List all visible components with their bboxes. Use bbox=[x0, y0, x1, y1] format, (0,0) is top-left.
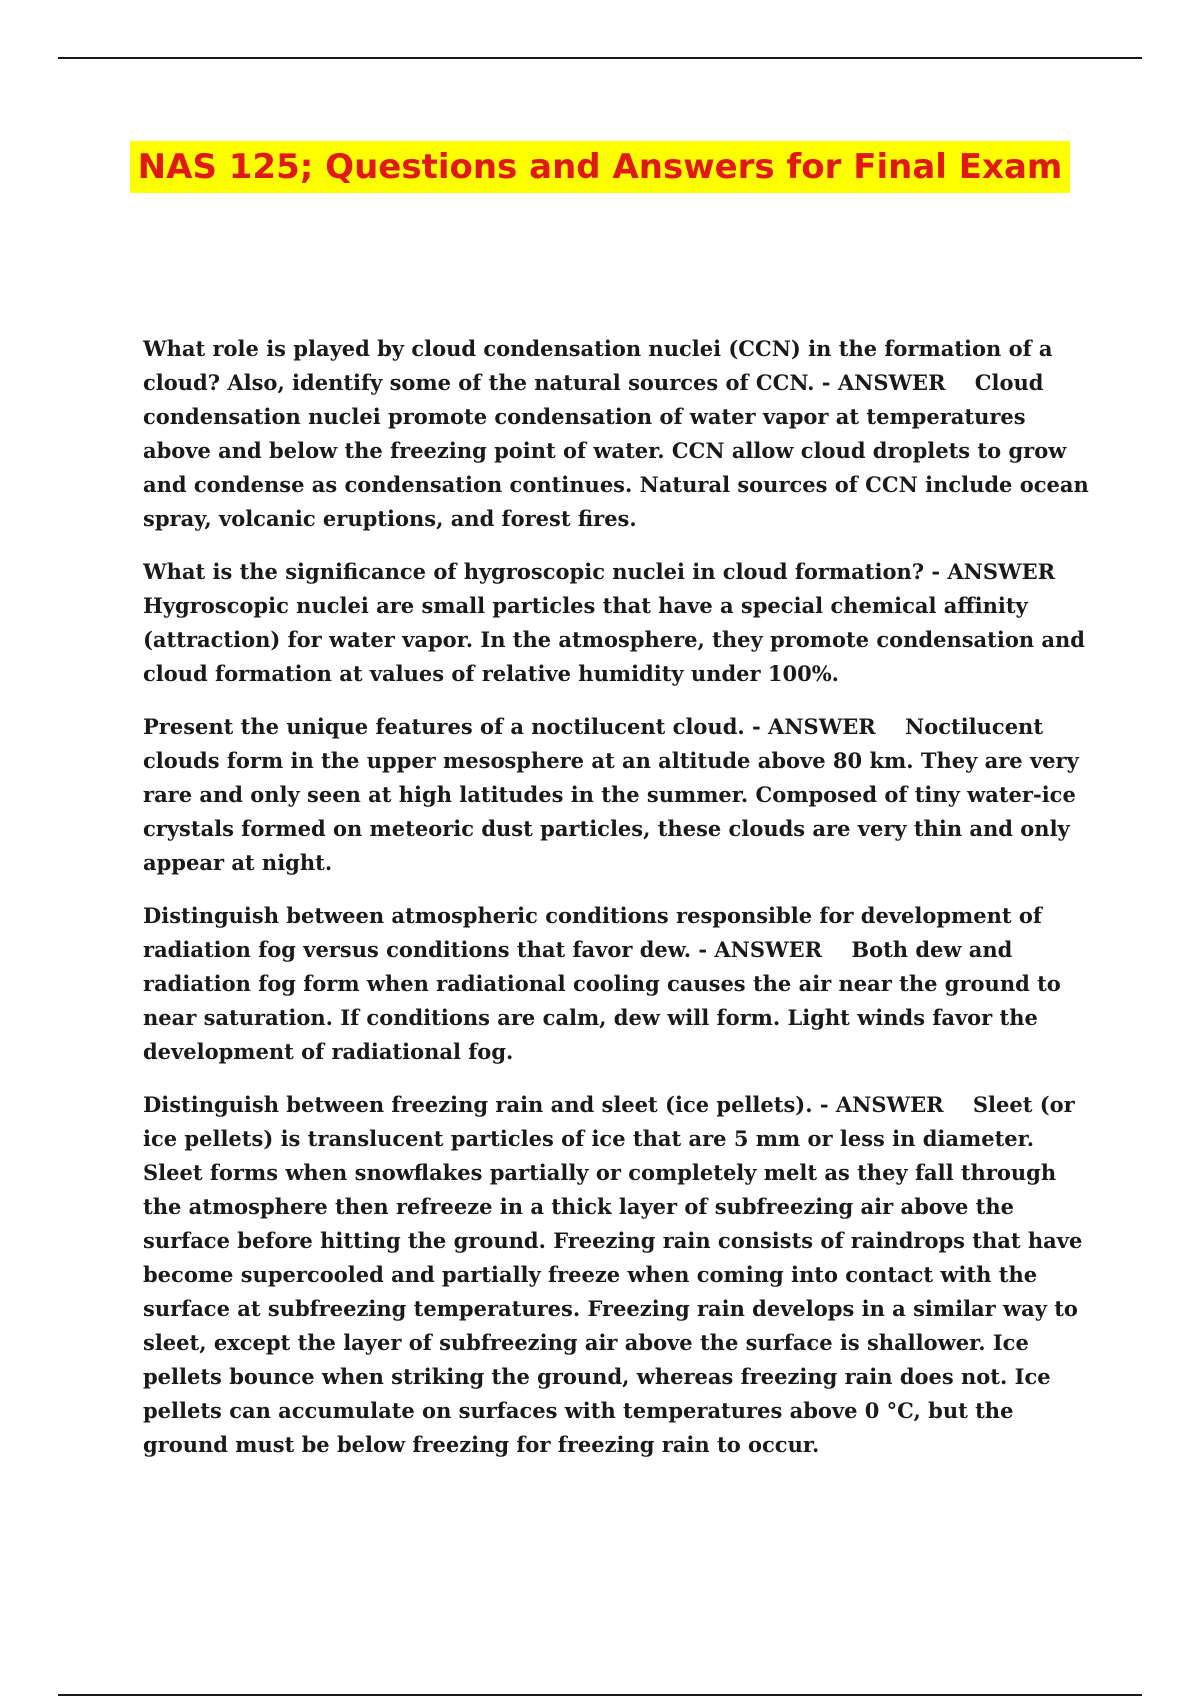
question-text: Distinguish between atmospheric conditions responsible for development of radiation fog versus conditions that favor dew. bbox=[143, 903, 1042, 962]
question-text: Distinguish between freezing rain and sleet (ice pellets). bbox=[143, 1092, 813, 1117]
answer-marker: - ANSWER bbox=[821, 370, 946, 395]
answer-marker: - ANSWER bbox=[752, 714, 876, 739]
question-text: What role is played by cloud condensation nuclei (CCN) in the formation of a cloud? Also, identify some of the natural sources of CCN. bbox=[143, 336, 1053, 395]
answer-text: Noctilucent clouds form in the upper mesosphere at an altitude above 80 km. They are very rare and only seen at high latitudes in the summer. Composed of tiny water-ice crystals formed on meteoric dust particles, these clouds are very thin and only appear at night. bbox=[143, 714, 1079, 875]
answer-marker: - ANSWER bbox=[931, 559, 1056, 584]
qa-list bbox=[143, 332, 1093, 1481]
document-title-block bbox=[100, 138, 1100, 196]
bottom-rule bbox=[58, 1694, 1142, 1696]
answer-text: Cloud condensation nuclei promote condensation of water vapor at temperatures above and below the freezing point of water. CCN allow cloud droplets to grow and condense as condensation continues. Natural sources of CCN include ocean spray, volcanic eruptions, and forest fires. bbox=[143, 370, 1089, 531]
answer-text: Hygroscopic nuclei are small particles that have a special chemical affinity (attraction) for water vapor. In the atmosphere, they promote condensation and cloud formation at values of relative humidity under 100%. bbox=[143, 593, 1085, 686]
top-rule bbox=[58, 57, 1142, 59]
qa-item bbox=[143, 710, 1093, 880]
answer-text: Both dew and radiation fog form when radiational cooling causes the air near the ground to near saturation. If conditions are calm, dew will form. Light winds favor the development of radiational fog. bbox=[143, 937, 1061, 1064]
qa-item bbox=[143, 555, 1093, 691]
document-title: NAS 125; Questions and Answers for Final Exam bbox=[130, 141, 1071, 193]
question-text: Present the unique features of a noctilucent cloud. bbox=[143, 714, 745, 739]
answer-marker: - ANSWER bbox=[819, 1092, 944, 1117]
question-text: What is the significance of hygroscopic nuclei in cloud formation? bbox=[143, 559, 925, 584]
answer-text: Sleet (or ice pellets) is translucent particles of ice that are 5 mm or less in diameter. Sleet forms when snowflakes partially or completely melt as they fall through the atmosphere then refreeze in a thick layer of subfreezing air above the surface before hitting the ground. Freezing rain consists of raindrops that have become supercooled and partially freeze when coming into contact with the surface at subfreezing temperatures. Freezing rain develops in a similar way to sleet, except the layer of subfreezing air above the surface is shallower. Ice pellets bounce when striking the ground, whereas freezing rain does not. Ice pellets can accumulate on surfaces with temperatures above 0 °C, but the ground must be below freezing for freezing rain to occur. bbox=[143, 1092, 1083, 1457]
qa-item bbox=[143, 332, 1093, 536]
qa-item bbox=[143, 1088, 1093, 1462]
answer-marker: - ANSWER bbox=[698, 937, 823, 962]
qa-item bbox=[143, 899, 1093, 1069]
